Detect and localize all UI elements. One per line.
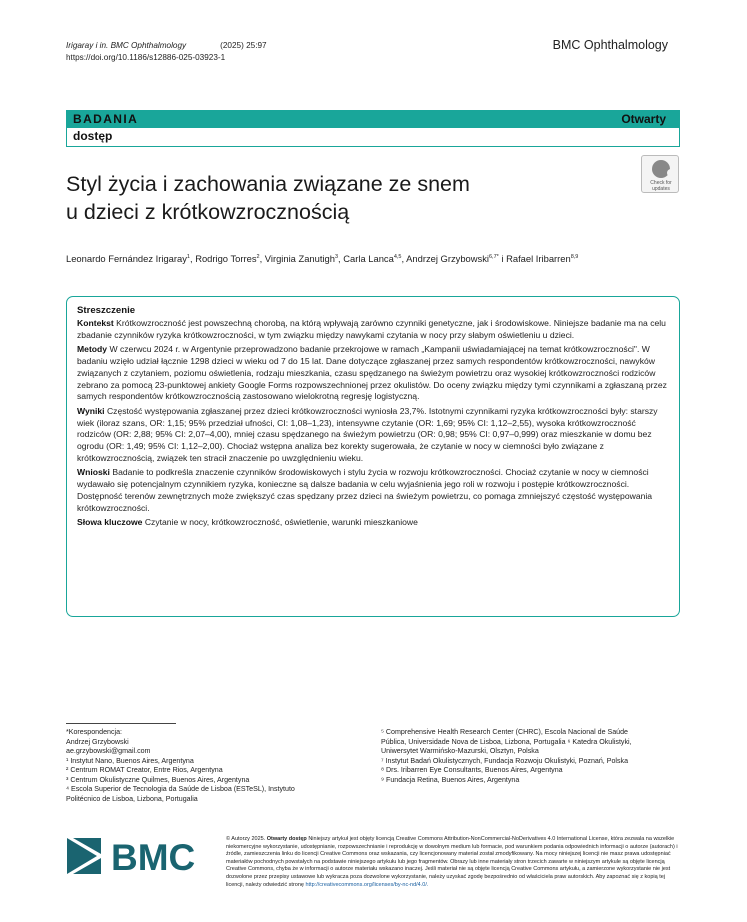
author-list: Leonardo Fernández Irigaray$^1$, Rodrigo Torres$^2$, Virginia Zanutigh$^3$, Carla Lanca$^{4,5}$, Andrzej Grzybowski$^{6,7*}$ i Rafael Iribarren$^{8,9}$ — [66, 253, 579, 264]
abstract-box — [66, 296, 680, 617]
check-for-updates-button[interactable] — [641, 155, 679, 193]
doi-link[interactable]: https://doi.org/10.1186/s12886-025-03923-1 — [66, 53, 226, 62]
abstract-keywords: Słowa kluczowe Czytanie w nocy, krótkowzroczność, oświetlenie, warunki mieszkaniowe — [77, 517, 418, 528]
author[interactable]: , Rodrigo Torres — [189, 253, 257, 264]
license-link[interactable]: http://creativecommons.org/licenses/by-nc-nd/4.0/. — [305, 881, 429, 888]
check-updates-label: Check for updates — [650, 180, 672, 192]
access-banner — [66, 128, 680, 147]
author[interactable]: , Carla Lanca — [338, 253, 394, 264]
article-title: Styl życia i zachowania związane ze snem u dzieci z krótkowzrocznością — [66, 172, 470, 224]
correspondence-email[interactable]: ae.grzybowski@gmail.com — [66, 747, 151, 755]
section-label: BADANIA — [73, 112, 139, 126]
footnotes-left: *Korespondencja: Andrzej Grzybowski ae.grzybowski@gmail.com ¹ Instytut Nano, Buenos Aires, Argentyna ² Centrum ROMAT Creator, Entre Rios, Argentyna ³ Centrum Okulistyczne Quilmes, Buenos Aires, Argentyna ⁴ Escola Superior de Tecnologia da Saúde de Lisboa (ESTeSL), Instytuto Politécnico de Lisboa, Lizbona, Portugalia — [66, 728, 366, 804]
footnotes-right: ⁵ Comprehensive Health Research Center (CHRC), Escola Nacional de Saúde Pública, Universidade Nova de Lisboa, Lizbona, Portugalia ⁶ Katedra Okulistyki, Uniwersytet Warmińsko-Mazurski, Olsztyn, Polska ⁷ Instytut Badań Okulistycznych, Fundacja Rozwoju Okulistyki, Poznań, Polska ⁸ Drs. Iribarren Eye Consultants, Buenos Aires, Argentyna ⁹ Fundacja Retina, Buenos Aires, Argentyna — [381, 728, 632, 784]
abstract-context: Kontekst Krótkowzroczność jest powszechną chorobą, na którą wpływają zarówno czynniki genetyczne, jak i środowiskowe. Niniejsze badanie ma na celu zbadanie czynników ryzyka krótkowzroczności, w tym związku między nawykami czytania w nocy przy słabym oświetleniu u dzieci. — [77, 318, 666, 340]
check-updates-icon — [652, 160, 670, 178]
journal-name: BMC Ophthalmology — [552, 38, 668, 52]
access-label: dostęp — [73, 129, 113, 143]
author[interactable]: Leonardo Fernández Irigaray — [66, 253, 187, 264]
author[interactable]: i Rafael Iribarren — [498, 253, 571, 264]
bmc-logo-text: BMC — [111, 837, 196, 876]
article-type-banner — [66, 110, 680, 128]
open-access-label: Otwarty — [621, 112, 666, 126]
abstract-heading: Streszczenie — [77, 305, 136, 316]
author[interactable]: , Virginia Zanutigh — [259, 253, 335, 264]
footnote-divider — [66, 723, 176, 724]
author[interactable]: , Andrzej Grzybowski — [401, 253, 489, 264]
bmc-logo — [67, 836, 247, 876]
journal-ref: Irigaray i in. BMC Ophthalmology — [66, 41, 187, 50]
year-volume: (2025) 25:97 — [220, 41, 267, 50]
abstract-results: Wyniki Częstość występowania zgłaszanej przez dzieci krótkowzroczności wyniosła 23,7%. Istotnymi czynnikami ryzyka krótkowzroczności były: starszy wiek (iloraz szans, OR: 1,15; 95% przedział ufności, CI: 1,08–1,23), intensywne czytanie (OR: 1,69; 95% CI: 1,12–2,55), wysoka krótkowzroczność rodziców (OR: 2,88; 95% CI: 2,07–4,00), mniej czasu spędzanego na świeżym powietrzu (OR: 0,98; 95% CI: 0,97–0,999) oraz mieszkanie w domu bez ogrodu (OR: 1,49; 95% CI: 1,12–2,00). Chociaż wstępna analiza bez korekty sugerowała, że czytanie w nocy w ciemności było związane z krótkowzrocznością, związek ten stracił znaczenie po uwzględnieniu wieku. — [77, 405, 658, 463]
running-header — [66, 40, 267, 64]
license-text: © Autorzy 2025. Otwarty dostęp Niniejszy artykuł jest objęty licencją Creative Commons Attribution-NonCommercial-NoDerivatives 4.0 International License, która zezwala na wszelkie niekomercyjne wykorzystanie, udostępnianie, rozpowszechnianie i reprodukcję w dowolnym medium lub formacie, pod warunkiem podania odpowiednich informacji o autorze (autorach) i źródle, zamieszczenia linku do licencji Creative Commons oraz wskazania, czy licencjonowany materiał został zmodyfikowany. Na mocy niniejszej licencji nie masz prawa udostępniać materiałów pochodnych powstałych na podstawie niniejszego artykułu lub jego fragmentów. Obrazy lub inne materiały stron trzecich zawarte w niniejszym artykule są objęte licencją Creative Commons, chyba że w informacji o autorze materiału wskazano inaczej. Jeśli materiał nie są objęte licencją Creative Commons artykułu, a zamierzone wykorzystanie nie jest dozwolone przez przepisy ustawowe lub wykracza poza dozwolone wykorzystanie, należy uzyskać zgodę bezpośrednio od właściciela praw autorskich. Aby zapoznać się z kopią tej licencji, należy odwiedzić stronę http://creativecommons.org/licenses/by-nc-nd/4.0/. — [226, 836, 678, 888]
abstract-methods: Metody W czerwcu 2024 r. w Argentynie przeprowadzono badanie przekrojowe w ramach „Kampanii uświadamiającej na temat krótkowzroczności". W badaniu wzięło udział łącznie 1298 dzieci w wieku od 7 do 15 lat. Dane dotyczące zgłaszanej przez samych respondentów krótkowzroczności, nawyków związanych z czytaniem, poziomu oświetlenia, rodzaju mieszkania, czasu spędzanego na świeżym powietrzu oraz wysokiej krótkowzroczności rodziców zebrano za pomocą 23-punktowej ankiety Google Forms rozpowszechnionej przez okulistów. Do oceny związku między tymi czynnikami a zgłaszaną przez samych respondentów krótkowzrocznością zastosowano wielokrotną regresję logistyczną. — [77, 344, 667, 402]
abstract-conclusions: Wnioski Badanie to podkreśla znaczenie czynników środowiskowych i stylu życia w rozwoju krótkowzroczności. Chociaż czytanie w nocy w ciemności wydawało się potencjalnym czynnikiem ryzyka, konieczne są dalsze badania w celu wyjaśnienia jego roli w rozwoju i postępie krótkowzroczności. Dostępność terenów zewnętrznych może zwiększyć czas spędzany przez dzieci na świeżym powietrzu, co pomaga zmniejszyć częstość występowania krótkowzroczności. — [77, 467, 653, 513]
